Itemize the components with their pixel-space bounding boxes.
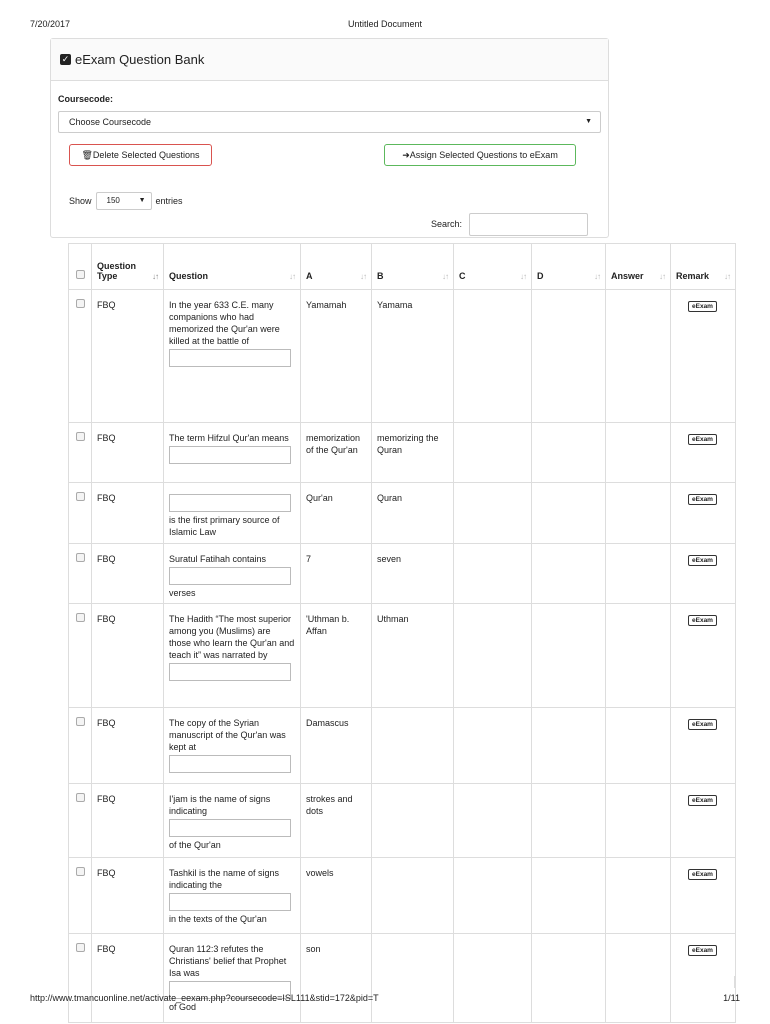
row-select-cell bbox=[69, 423, 92, 483]
row-checkbox[interactable] bbox=[76, 432, 85, 441]
option-d-cell bbox=[532, 544, 606, 604]
option-c-cell bbox=[454, 423, 532, 483]
answer-blank-input[interactable] bbox=[169, 819, 291, 837]
row-checkbox[interactable] bbox=[76, 553, 85, 562]
option-a-cell: Qur'an bbox=[301, 483, 372, 544]
row-select-cell bbox=[69, 784, 92, 858]
eexam-button[interactable]: eExam bbox=[688, 301, 717, 312]
sort-icon: ↓↑ bbox=[594, 272, 600, 281]
option-c-cell bbox=[454, 604, 532, 708]
row-select-cell bbox=[69, 604, 92, 708]
answer-blank-input[interactable] bbox=[169, 567, 291, 585]
answer-cell bbox=[606, 423, 671, 483]
type-cell: FBQ bbox=[92, 708, 164, 784]
sort-icon: ↓↑ bbox=[442, 272, 448, 281]
option-b-cell: Quran bbox=[372, 483, 454, 544]
assign-selected-button[interactable] bbox=[384, 144, 576, 166]
col-header-a[interactable] bbox=[301, 244, 372, 290]
col-header-b[interactable] bbox=[372, 244, 454, 290]
question-cell bbox=[164, 544, 301, 604]
question-text: Suratul Fatihah contains bbox=[169, 554, 267, 564]
answer-cell bbox=[606, 604, 671, 708]
remark-cell bbox=[671, 544, 736, 604]
option-c-cell bbox=[454, 708, 532, 784]
col-header-answer-label: Answer bbox=[611, 271, 644, 281]
answer-cell bbox=[606, 290, 671, 423]
option-a-cell: memorization of the Qur'an bbox=[301, 423, 372, 483]
answer-blank-input[interactable] bbox=[169, 663, 291, 681]
row-checkbox[interactable] bbox=[76, 613, 85, 622]
row-select-cell bbox=[69, 708, 92, 784]
eexam-button[interactable]: eExam bbox=[688, 869, 717, 880]
checked-box-icon: ✓ bbox=[61, 54, 70, 64]
eexam-button[interactable]: eExam bbox=[688, 494, 717, 505]
eexam-button[interactable]: eExam bbox=[688, 615, 717, 626]
option-c-cell bbox=[454, 858, 532, 934]
print-page-number: 1/11 bbox=[723, 993, 740, 1003]
entries-select[interactable] bbox=[96, 192, 152, 210]
print-url: http://www.tmancuonline.net/activate_eexam.php?coursecode=ISL111&stid=172&pid=T bbox=[30, 993, 379, 1003]
option-c-cell bbox=[454, 290, 532, 423]
question-text: Tashkil is the name of signs indicating the bbox=[169, 868, 280, 890]
option-b-cell: Uthman bbox=[372, 604, 454, 708]
select-all-checkbox[interactable] bbox=[76, 270, 85, 279]
panel-heading bbox=[51, 39, 608, 81]
option-b-cell: Yamama bbox=[372, 290, 454, 423]
col-header-c-label: C bbox=[459, 271, 466, 281]
question-text-after: is the first primary source of Islamic Law bbox=[169, 515, 280, 537]
row-checkbox[interactable] bbox=[76, 793, 85, 802]
option-d-cell bbox=[532, 290, 606, 423]
option-a-cell: 7 bbox=[301, 544, 372, 604]
page-title: eExam Question Bank bbox=[75, 52, 205, 67]
table-body bbox=[69, 290, 736, 1023]
show-label: Show bbox=[69, 196, 92, 206]
option-a-cell: Yamamah bbox=[301, 290, 372, 423]
option-a-cell: Damascus bbox=[301, 708, 372, 784]
coursecode-select-value: Choose Coursecode bbox=[69, 117, 152, 127]
table-row bbox=[69, 290, 736, 423]
remark-cell bbox=[671, 784, 736, 858]
question-text: In the year 633 C.E. many companions who had memorized the Qur'an were killed at the battle of bbox=[169, 300, 280, 346]
question-cell bbox=[164, 483, 301, 544]
questions-table bbox=[68, 243, 736, 1023]
question-text-after: of the Qur'an bbox=[169, 840, 221, 850]
eexam-button[interactable]: eExam bbox=[688, 945, 717, 956]
col-header-answer[interactable] bbox=[606, 244, 671, 290]
answer-cell bbox=[606, 784, 671, 858]
option-a-cell: vowels bbox=[301, 858, 372, 934]
type-cell: FBQ bbox=[92, 784, 164, 858]
eexam-button[interactable]: eExam bbox=[688, 555, 717, 566]
eexam-button[interactable]: eExam bbox=[688, 719, 717, 730]
question-cell bbox=[164, 784, 301, 858]
sort-icon: ↓↑ bbox=[152, 272, 158, 281]
remark-cell bbox=[671, 423, 736, 483]
sort-icon: ↓↑ bbox=[289, 272, 295, 281]
sort-icon: ↓↑ bbox=[659, 272, 665, 281]
col-header-type[interactable] bbox=[92, 244, 164, 290]
sort-icon: ↓↑ bbox=[520, 272, 526, 281]
col-header-b-label: B bbox=[377, 271, 384, 281]
type-cell: FBQ bbox=[92, 604, 164, 708]
option-d-cell bbox=[532, 483, 606, 544]
answer-blank-input[interactable] bbox=[169, 349, 291, 367]
option-b-cell: seven bbox=[372, 544, 454, 604]
type-cell: FBQ bbox=[92, 934, 164, 1023]
eexam-button[interactable]: eExam bbox=[688, 795, 717, 806]
caret-down-icon: ▼ bbox=[585, 118, 592, 125]
option-b-cell bbox=[372, 784, 454, 858]
row-checkbox[interactable] bbox=[76, 492, 85, 501]
question-cell bbox=[164, 423, 301, 483]
question-text-after: of God bbox=[169, 1002, 197, 1012]
col-header-remark[interactable] bbox=[671, 244, 736, 290]
search-label: Search: bbox=[431, 219, 463, 229]
table-row bbox=[69, 708, 736, 784]
question-cell bbox=[164, 858, 301, 934]
option-a-cell: 'Uthman b. Affan bbox=[301, 604, 372, 708]
print-date: 7/20/2017 bbox=[30, 19, 71, 29]
assign-selected-label: Assign Selected Questions to eExam bbox=[409, 150, 558, 160]
row-select-cell bbox=[69, 483, 92, 544]
remark-cell bbox=[671, 858, 736, 934]
question-text-after: verses bbox=[169, 588, 196, 598]
caret-down-icon: ▼ bbox=[138, 197, 146, 204]
option-d-cell bbox=[532, 784, 606, 858]
option-b-cell bbox=[372, 708, 454, 784]
print-footer bbox=[30, 993, 740, 1005]
option-c-cell bbox=[454, 483, 532, 544]
row-select-cell bbox=[69, 858, 92, 934]
answer-cell bbox=[606, 544, 671, 604]
trash-icon: 🗑 bbox=[81, 150, 93, 160]
row-checkbox[interactable] bbox=[76, 299, 85, 308]
row-checkbox[interactable] bbox=[76, 717, 85, 726]
print-doc-title: Untitled Document bbox=[347, 19, 423, 29]
print-header bbox=[30, 19, 740, 31]
col-header-a-label: A bbox=[306, 271, 313, 281]
type-cell: FBQ bbox=[92, 544, 164, 604]
option-c-cell bbox=[454, 784, 532, 858]
entries-label: entries bbox=[155, 196, 183, 206]
select-all-cell bbox=[69, 244, 92, 290]
coursecode-label: Coursecode: bbox=[58, 94, 114, 104]
delete-selected-button[interactable] bbox=[69, 144, 212, 166]
question-cell bbox=[164, 290, 301, 423]
table-header-row bbox=[69, 244, 736, 290]
table-row bbox=[69, 604, 736, 708]
row-select-cell bbox=[69, 290, 92, 423]
col-header-c[interactable] bbox=[454, 244, 532, 290]
table-row bbox=[69, 483, 736, 544]
coursecode-select[interactable] bbox=[58, 111, 601, 133]
answer-blank-input[interactable] bbox=[169, 494, 291, 512]
col-header-type-label: Question Type bbox=[97, 261, 137, 281]
type-cell: FBQ bbox=[92, 290, 164, 423]
col-header-question-label: Question bbox=[169, 271, 209, 281]
type-cell: FBQ bbox=[92, 483, 164, 544]
question-text: Quran 112:3 refutes the Christians' belief that Prophet Isa was bbox=[169, 944, 287, 978]
eexam-button[interactable]: eExam bbox=[688, 434, 717, 445]
question-cell bbox=[164, 708, 301, 784]
entries-control bbox=[69, 192, 183, 210]
arrow-right-icon: ➜ bbox=[402, 150, 410, 160]
remark-cell bbox=[671, 483, 736, 544]
answer-blank-input[interactable] bbox=[169, 446, 291, 464]
sort-icon: ↓↑ bbox=[360, 272, 366, 281]
col-header-d[interactable] bbox=[532, 244, 606, 290]
table-continuation bbox=[68, 976, 735, 988]
question-text-after: in the texts of the Qur'an bbox=[169, 914, 267, 924]
col-header-remark-label: Remark bbox=[676, 271, 710, 281]
option-a-cell: strokes and dots bbox=[301, 784, 372, 858]
question-text: The Hadith “The most superior among you (Muslims) are those who learn the Qur'an and teach it” was narrated by bbox=[169, 614, 295, 660]
answer-blank-input[interactable] bbox=[169, 755, 291, 773]
remark-cell bbox=[671, 290, 736, 423]
table-row bbox=[69, 858, 736, 934]
row-checkbox[interactable] bbox=[76, 867, 85, 876]
option-b-cell bbox=[372, 858, 454, 934]
answer-blank-input[interactable] bbox=[169, 893, 291, 911]
remark-cell bbox=[671, 708, 736, 784]
answer-cell bbox=[606, 708, 671, 784]
col-header-d-label: D bbox=[537, 271, 544, 281]
question-text: The copy of the Syrian manuscript of the Qur'an was kept at bbox=[169, 718, 286, 752]
entries-value: 150 bbox=[106, 196, 120, 205]
type-cell: FBQ bbox=[92, 858, 164, 934]
option-d-cell bbox=[532, 708, 606, 784]
question-cell bbox=[164, 604, 301, 708]
row-select-cell bbox=[69, 544, 92, 604]
question-text: The term Hifzul Qur'an means bbox=[169, 433, 289, 443]
sort-icon: ↓↑ bbox=[724, 272, 730, 281]
table-row bbox=[69, 544, 736, 604]
answer-cell bbox=[606, 483, 671, 544]
question-text: I'jam is the name of signs indicating bbox=[169, 794, 271, 816]
row-checkbox[interactable] bbox=[76, 943, 85, 952]
search-input[interactable] bbox=[469, 213, 588, 236]
option-d-cell bbox=[532, 604, 606, 708]
option-b-cell: memorizing the Quran bbox=[372, 423, 454, 483]
option-c-cell bbox=[454, 544, 532, 604]
answer-cell bbox=[606, 858, 671, 934]
remark-cell bbox=[671, 604, 736, 708]
option-a-cell: son bbox=[301, 934, 372, 1023]
delete-selected-label: Delete Selected Questions bbox=[92, 150, 200, 160]
table-row bbox=[69, 784, 736, 858]
option-d-cell bbox=[532, 423, 606, 483]
table-row bbox=[69, 423, 736, 483]
col-header-question[interactable] bbox=[164, 244, 301, 290]
type-cell: FBQ bbox=[92, 423, 164, 483]
option-d-cell bbox=[532, 858, 606, 934]
